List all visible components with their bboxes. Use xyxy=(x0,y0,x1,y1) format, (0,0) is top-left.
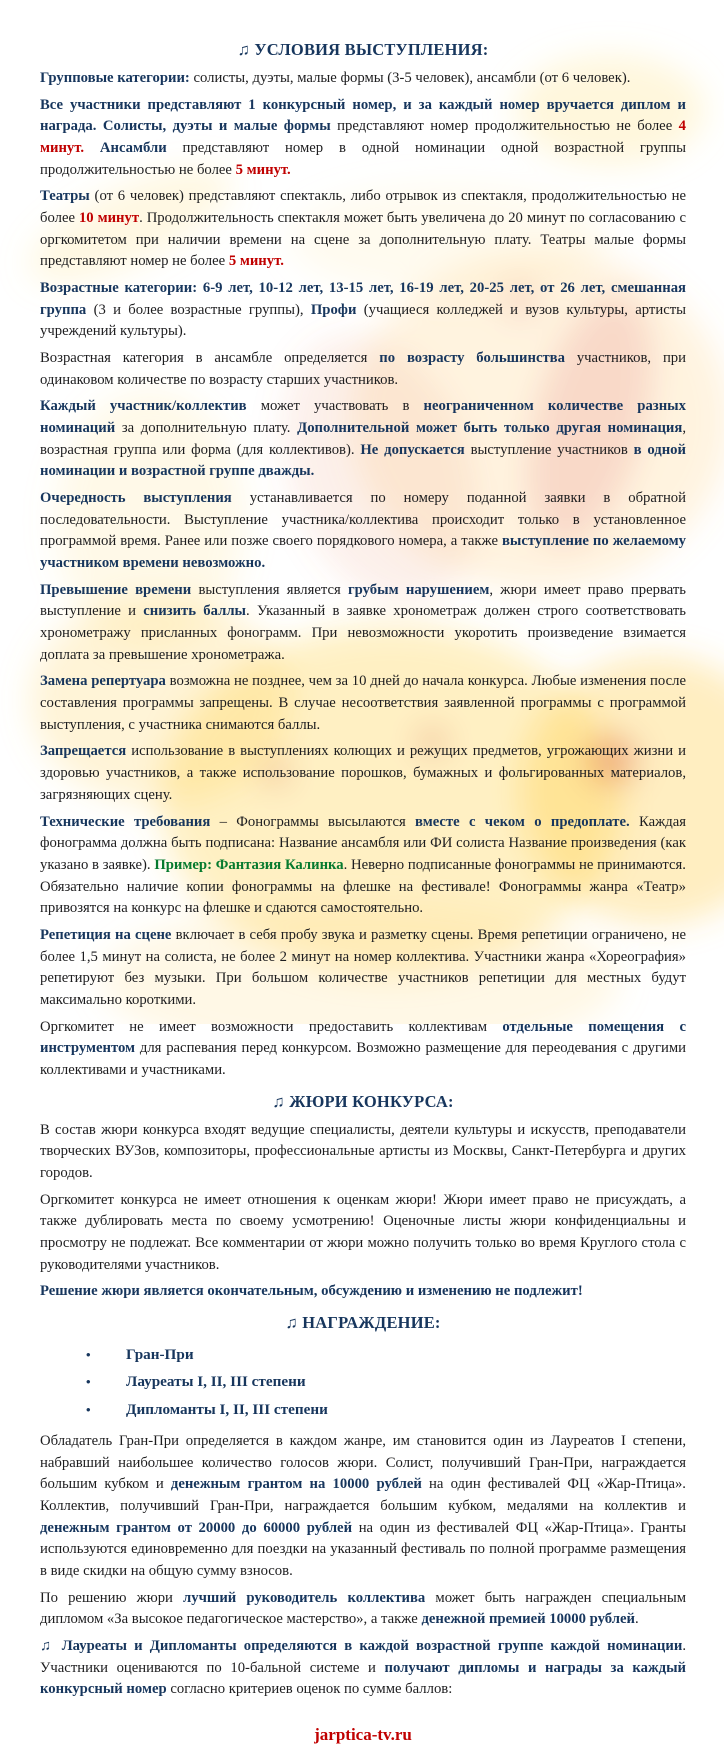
bullet-icon: • xyxy=(86,1401,91,1417)
paragraph-prohibited-items: Запрещается использование в выступлениях колющих и режущих предметов, угрожающих жизни и здоровью участников, а также использование порошков, бумажных и фольгированных материалов, загрязняющих сцену. xyxy=(40,743,686,803)
award-label: Гран-При xyxy=(126,1345,194,1363)
section-title-jury: ♫ ЖЮРИ КОНКУРСА: xyxy=(272,1091,454,1111)
list-item-grand-prix xyxy=(86,1341,686,1368)
paragraph-grand-prix-rules: Обладатель Гран-При определяется в каждом жанре, им становится один из Лауреатов I степени, набравший наибольшее количество голосов жюри. Солист, получивший Гран-При, награждается большим кубком и денежным грантом на 10000 рублей на один фестивалей ФЦ «Жар-Птица». Коллектив, получивший Гран-При, награждается большим кубком, медалями на коллектив и денежным грантом от 20000 до 60000 рублей на один из фестивалей ФЦ «Жар-Птица». Гранты используются единовременно для поездки на указанный фестиваль по полной программе размещения в виде скидки на общую сумму взносов. xyxy=(40,1433,686,1580)
paragraph-ensemble-age: Возрастная категория в ансамбле определяется по возрасту большинства участников, при одинаковом количестве по возрасту старших участников. xyxy=(40,350,687,388)
list-item-diploma-winners xyxy=(86,1396,686,1423)
award-label: Дипломанты I, II, III степени xyxy=(126,1400,328,1418)
section-title-awards: ♫ НАГРАЖДЕНИЕ: xyxy=(285,1312,441,1332)
paragraph-one-number-rule: Все участники представляют 1 конкурсный номер, и за каждый номер вручается диплом и награда. Солисты, дуэты и малые формы представляют номер продолжительностью не более 4 минут. Ансамбли представляют номер в одной номинации одной возрастной группы продолжительностью не более 5 минут. xyxy=(40,96,686,178)
paragraph-stage-rehearsal: Репетиция на сцене включает в себя пробу звука и разметку сцены. Время репетиции ограничено, не более 1,5 минут на солиста, не более 2 минут на номер коллектива. Участники жанра «Хореография» репетируют без музыки. При большом количестве участников репетиции для местных будут максимально короткими. xyxy=(40,926,686,1008)
section-title-conditions: ♫ УСЛОВИЯ ВЫСТУПЛЕНИЯ: xyxy=(237,40,489,59)
paragraph-warmup-rooms: Оргкомитет не имеет возможности предоставить коллективам отдельные помещения с инструментом для распевания перед конкурсом. Возможно размещение для переодевания с другими коллективами и участниками. xyxy=(40,1018,686,1078)
paragraph-jury-rights: Оргкомитет конкурса не имеет отношения к оценкам жюри! Жюри имеет право не присуждать, а также дублировать места по своему усмотрению! Оценочные листы жюри конфиденциальны и просмотру не подлежат. Все комментарии от жюри можно получить только во время Круглого стола с руководителями участников. xyxy=(40,1191,686,1273)
paragraph-jury-final-decision: Решение жюри является окончательным, обсуждению и изменению не подлежит! xyxy=(40,1283,583,1300)
footer-website-link[interactable]: jarptica-tv.ru xyxy=(314,1725,412,1745)
award-label: Лауреаты I, II, III степени xyxy=(126,1373,306,1391)
paragraph-nominations: Каждый участник/коллектив может участвовать в неограниченном количестве разных номинаций за дополнительную плату. Дополнительной может быть только другая номинация, возрастная группа или форма (для коллективов). Не допускается выступление участников в одной номинации и возрастной группе дважды. xyxy=(40,398,687,480)
bullet-icon: • xyxy=(86,1346,91,1362)
awards-list xyxy=(40,1341,686,1423)
paragraph-scoring-system: ♫ Лауреаты и Дипломанты определяются в каждой возрастной группе каждой номинации. Участники оцениваются по 10-бальной системе и получают дипломы и награды за каждый конкурсный номер согласно критериев оценок по сумме баллов: xyxy=(40,1638,686,1698)
paragraph-group-categories: Групповые категории: солисты, дуэты, малые формы (3-5 человек), ансамбли (от 6 человек). xyxy=(40,70,631,86)
paragraph-theatres: Театры (от 6 человек) представляют спектакль, либо отрывок из спектакля, продолжительностью не более 10 минут. Продолжительность спектакля может быть увеличена до 20 минут по согласованию с оргкомитетом при наличии времени на сцене за дополнительную плату. Театры малые формы представляют номер не более 5 минут. xyxy=(40,188,687,270)
paragraph-time-limit: Превышение времени выступления является грубым нарушением, жюри имеет право прервать выступление и снизить баллы. Указанный в заявке хронометраж должен строго соответствовать хронометражу присланных фонограмм. При невозможности укоротить произведение взимается доплата за превышение хронометража. xyxy=(40,581,686,663)
list-item-laureates xyxy=(86,1368,686,1395)
paragraph-technical-requirements: Технические требования – Фонограммы высылаются вместе с чеком о предоплате. Каждая фонограмма должна быть подписана: Название ансамбля или ФИ солиста Название произведения (как указано в заявке). Пример: Фантазия Калинка. Неверно подписанные фонограммы не принимаются. Обязательно наличие копии фонограммы на флешке на фестивале! Фонограммы жанра «Театр» привозятся на конкурс на флешке и сдаются самостоятельно. xyxy=(40,813,686,917)
paragraph-age-categories: Возрастные категории: 6-9 лет, 10-12 лет, 13-15 лет, 16-19 лет, 20-25 лет, от 26 лет, смешанная группа (3 и более возрастные группы), Профи (учащиеся колледжей и вузов культуры, артисты учреждений культуры). xyxy=(40,280,686,340)
bullet-icon: • xyxy=(86,1374,91,1390)
paragraph-best-leader-award: По решению жюри лучший руководитель коллектива может быть награжден специальным дипломом «За высокое педагогическое мастерство», а также денежной премией 10000 рублей. xyxy=(40,1589,686,1628)
paragraph-performance-order: Очередность выступления устанавливается по номеру поданной заявки в обратной последовательности. Выступление участника/коллектива происходит только в установленное программой время. Ранее или позже своего порядкового номера, а также выступление по желаемому участником времени невозможно. xyxy=(40,490,687,572)
paragraph-repertoire-change: Замена репертуара возможна не позднее, чем за 10 дней до начала конкурса. Любые изменения после составления программы запрещены. В случае несоответствия заявленной программы с программой выступления, с участника снимаются баллы. xyxy=(40,673,686,733)
paragraph-jury-members: В состав жюри конкурса входят ведущие специалисты, деятели культуры и искусств, преподаватели творческих ВУЗов, композиторы, профессиональные артисты из Москвы, Санкт-Петербурга и других городов. xyxy=(40,1121,686,1181)
